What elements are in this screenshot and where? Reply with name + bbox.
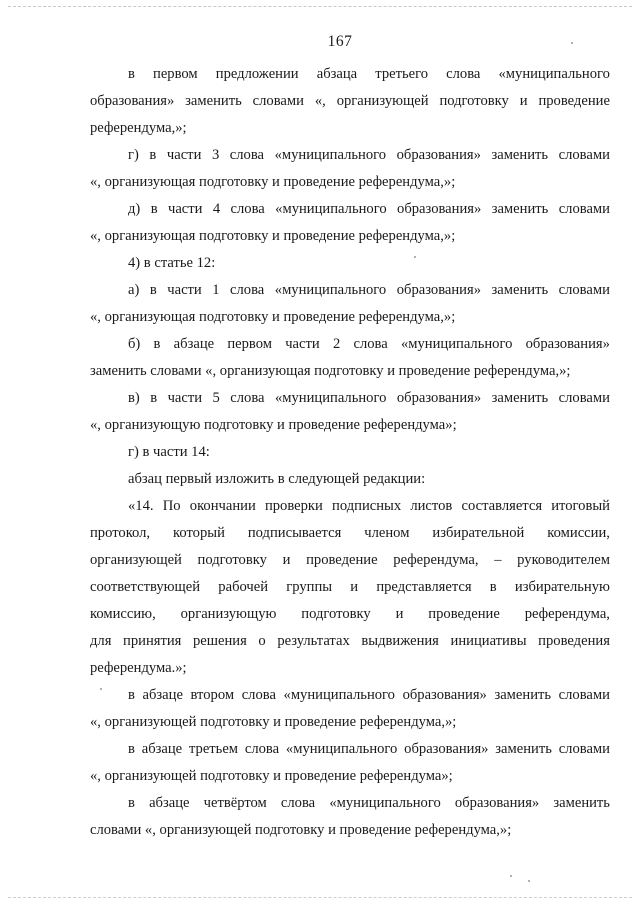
word: слова [241, 687, 276, 703]
word: в [149, 147, 157, 163]
text-line [90, 196, 610, 223]
word: абзаца [316, 66, 358, 82]
word: словами [558, 741, 610, 757]
word: в [128, 795, 135, 811]
paragraph-v [90, 385, 610, 439]
word: в [128, 66, 135, 82]
word: подготовку [439, 93, 509, 109]
word: предложении [215, 66, 299, 82]
word: заменить [553, 795, 610, 811]
word: словами [558, 390, 610, 406]
word: втором [190, 687, 235, 703]
word: в [128, 687, 135, 703]
word: комиссию, [90, 606, 156, 622]
word: в) [128, 390, 140, 406]
word: результатах [277, 633, 350, 649]
word: части [167, 390, 203, 406]
text-line: референдума,»; [90, 120, 187, 136]
word: заменить [491, 147, 549, 163]
text-line: «, организующая подготовку и проведение референдума,»; [90, 228, 456, 244]
word: «муниципального [400, 336, 513, 352]
text-line: референдума.»; [90, 660, 187, 676]
word: группы [286, 579, 333, 595]
word: соответствующей [90, 579, 201, 595]
text-line: «, организующей подготовку и проведение референдума,»; [90, 714, 457, 730]
word: «муниципального [285, 741, 398, 757]
scan-edge-bottom [8, 897, 632, 898]
word: представляется [376, 579, 472, 595]
word: подготовку [197, 552, 267, 568]
text-line [90, 277, 610, 304]
word: 2 [332, 336, 341, 352]
text-line [90, 547, 610, 574]
scan-speck [571, 42, 573, 44]
word: слова [446, 66, 481, 82]
word: части [285, 336, 320, 352]
word: части [167, 282, 202, 298]
text-line [90, 61, 610, 88]
scan-edge-top [8, 6, 632, 7]
word: По [162, 498, 181, 514]
word: слова [230, 282, 265, 298]
scan-speck [100, 688, 102, 690]
document-body [90, 61, 610, 844]
word: «муниципального [274, 390, 387, 406]
word: образования» [402, 687, 487, 703]
word: абзаце [149, 795, 190, 811]
word: словами [558, 687, 610, 703]
word: г) [128, 147, 139, 163]
word: который [173, 525, 225, 541]
word: слова [230, 390, 265, 406]
word: заменить [494, 687, 552, 703]
word: инициативы [450, 633, 527, 649]
word: итоговый [551, 498, 610, 514]
word: образования» [525, 336, 610, 352]
text-line [90, 736, 610, 763]
word: референдума, [393, 552, 479, 568]
word: заменить [491, 201, 549, 217]
word: и [395, 606, 404, 622]
paragraph-g [90, 142, 610, 196]
text-line [90, 574, 610, 601]
scan-speck [510, 875, 512, 877]
word: решения [192, 633, 247, 649]
word: подготовку [301, 606, 371, 622]
word: избирательной [432, 525, 525, 541]
text-line [90, 790, 610, 817]
text-line [90, 628, 610, 655]
text-line: «, организующая подготовку и проведение референдума,»; [90, 174, 456, 190]
word: 4 [212, 201, 221, 217]
text-line: «, организующая подготовку и проведение референдума,»; [90, 309, 456, 325]
word: образования» [396, 147, 481, 163]
word: заменить [491, 282, 549, 298]
word: проведения [538, 633, 610, 649]
word: части [166, 147, 202, 163]
word: членом [364, 525, 410, 541]
paragraph-d [90, 196, 610, 250]
word: 5 [212, 390, 220, 406]
word: части [167, 201, 203, 217]
word: образования» [454, 795, 540, 811]
word: для [90, 633, 112, 649]
text-line: 4) в статье 12: [128, 255, 216, 271]
paragraph-1 [90, 61, 610, 142]
paragraph-b [90, 331, 610, 385]
word: – [494, 552, 502, 568]
word: в [128, 741, 135, 757]
word: первом [227, 336, 272, 352]
text-line [90, 520, 610, 547]
word: образования» [396, 282, 481, 298]
text-line: г) в части 14: [128, 444, 210, 460]
word: абзаце [141, 741, 183, 757]
word: слова [229, 147, 265, 163]
word: о [258, 633, 266, 649]
word: в [149, 282, 157, 298]
word: «муниципального [283, 687, 395, 703]
word: выдвижения [361, 633, 439, 649]
word: образования» [397, 201, 482, 217]
word: словами [558, 147, 610, 163]
word: словами [558, 282, 610, 298]
word: подписывается [247, 525, 342, 541]
word: избирательную [514, 579, 610, 595]
word: 1 [212, 282, 220, 298]
word: протокол, [90, 525, 151, 541]
word: организующей [90, 552, 182, 568]
word: проведение [428, 606, 500, 622]
word: а) [128, 282, 140, 298]
scan-speck [528, 880, 530, 882]
paragraph-quote-14 [90, 493, 610, 682]
word: слова [230, 201, 265, 217]
word: абзаце [173, 336, 215, 352]
word: образования» [404, 741, 489, 757]
text-line: словами «, организующей подготовку и проведение референдума,»; [90, 822, 512, 838]
word: слова [244, 741, 280, 757]
word: «муниципального [329, 795, 441, 811]
word: организующей [336, 93, 429, 109]
word: третьем [188, 741, 239, 757]
word: первом [153, 66, 198, 82]
word: и [350, 579, 359, 595]
word: и [282, 552, 291, 568]
word: комиссии, [547, 525, 610, 541]
word: принятия [123, 633, 182, 649]
scan-speck [414, 256, 416, 258]
paragraph-abzac-tretiy [90, 736, 610, 790]
text-line: «, организующей подготовку и проведение референдума»; [90, 768, 453, 784]
word: заменить [491, 390, 549, 406]
word: составляется [461, 498, 543, 514]
text-line: «, организующую подготовку и проведение референдума»; [90, 417, 457, 433]
word: подписных [332, 498, 402, 514]
text-line [90, 88, 610, 115]
word: д) [128, 201, 141, 217]
word: в [150, 201, 158, 217]
word: образования» [90, 93, 175, 109]
word: организующую [180, 606, 277, 622]
word: третьего [375, 66, 429, 82]
word: «муниципального [498, 66, 610, 82]
paragraph-4 [90, 250, 610, 277]
word: б) [128, 336, 141, 352]
word: проведение [538, 93, 610, 109]
word: руководителем [517, 552, 610, 568]
word: окончании [189, 498, 256, 514]
text-line [90, 385, 610, 412]
paragraph-g14 [90, 439, 610, 466]
word: проведение [306, 552, 378, 568]
word: словами [558, 201, 610, 217]
text-line: абзац первый изложить в следующей редакции: [128, 471, 426, 487]
word: словами [252, 93, 304, 109]
text-line [90, 142, 610, 169]
word: «, [314, 93, 326, 109]
word: в [150, 390, 158, 406]
word: четвёртом [203, 795, 267, 811]
text-line: заменить словами «, организующая подготовку и проведение референдума,»; [90, 363, 571, 379]
word: «муниципального [274, 282, 387, 298]
text-line [90, 331, 610, 358]
word: 3 [211, 147, 220, 163]
word: в [489, 579, 497, 595]
text-line [90, 601, 610, 628]
word: образования» [396, 390, 482, 406]
text-line [90, 493, 610, 520]
word: абзаце [142, 687, 183, 703]
paragraph-abzac-chetvertiy [90, 790, 610, 844]
word: рабочей [218, 579, 269, 595]
word: и [519, 93, 528, 109]
paragraph-abzac [90, 466, 610, 493]
text-line [90, 682, 610, 709]
word: заменить [185, 93, 242, 109]
word: слова [280, 795, 316, 811]
paragraph-abzac-vtoroy [90, 682, 610, 736]
word: «муниципального [274, 147, 387, 163]
word: референдума, [524, 606, 610, 622]
paragraph-a [90, 277, 610, 331]
word: «муниципального [275, 201, 387, 217]
word: «14. [128, 498, 154, 514]
word: проверки [264, 498, 323, 514]
word: листов [410, 498, 453, 514]
word: в [153, 336, 161, 352]
word: слова [353, 336, 388, 352]
word: заменить [495, 741, 552, 757]
page-number: 167 [327, 33, 353, 50]
